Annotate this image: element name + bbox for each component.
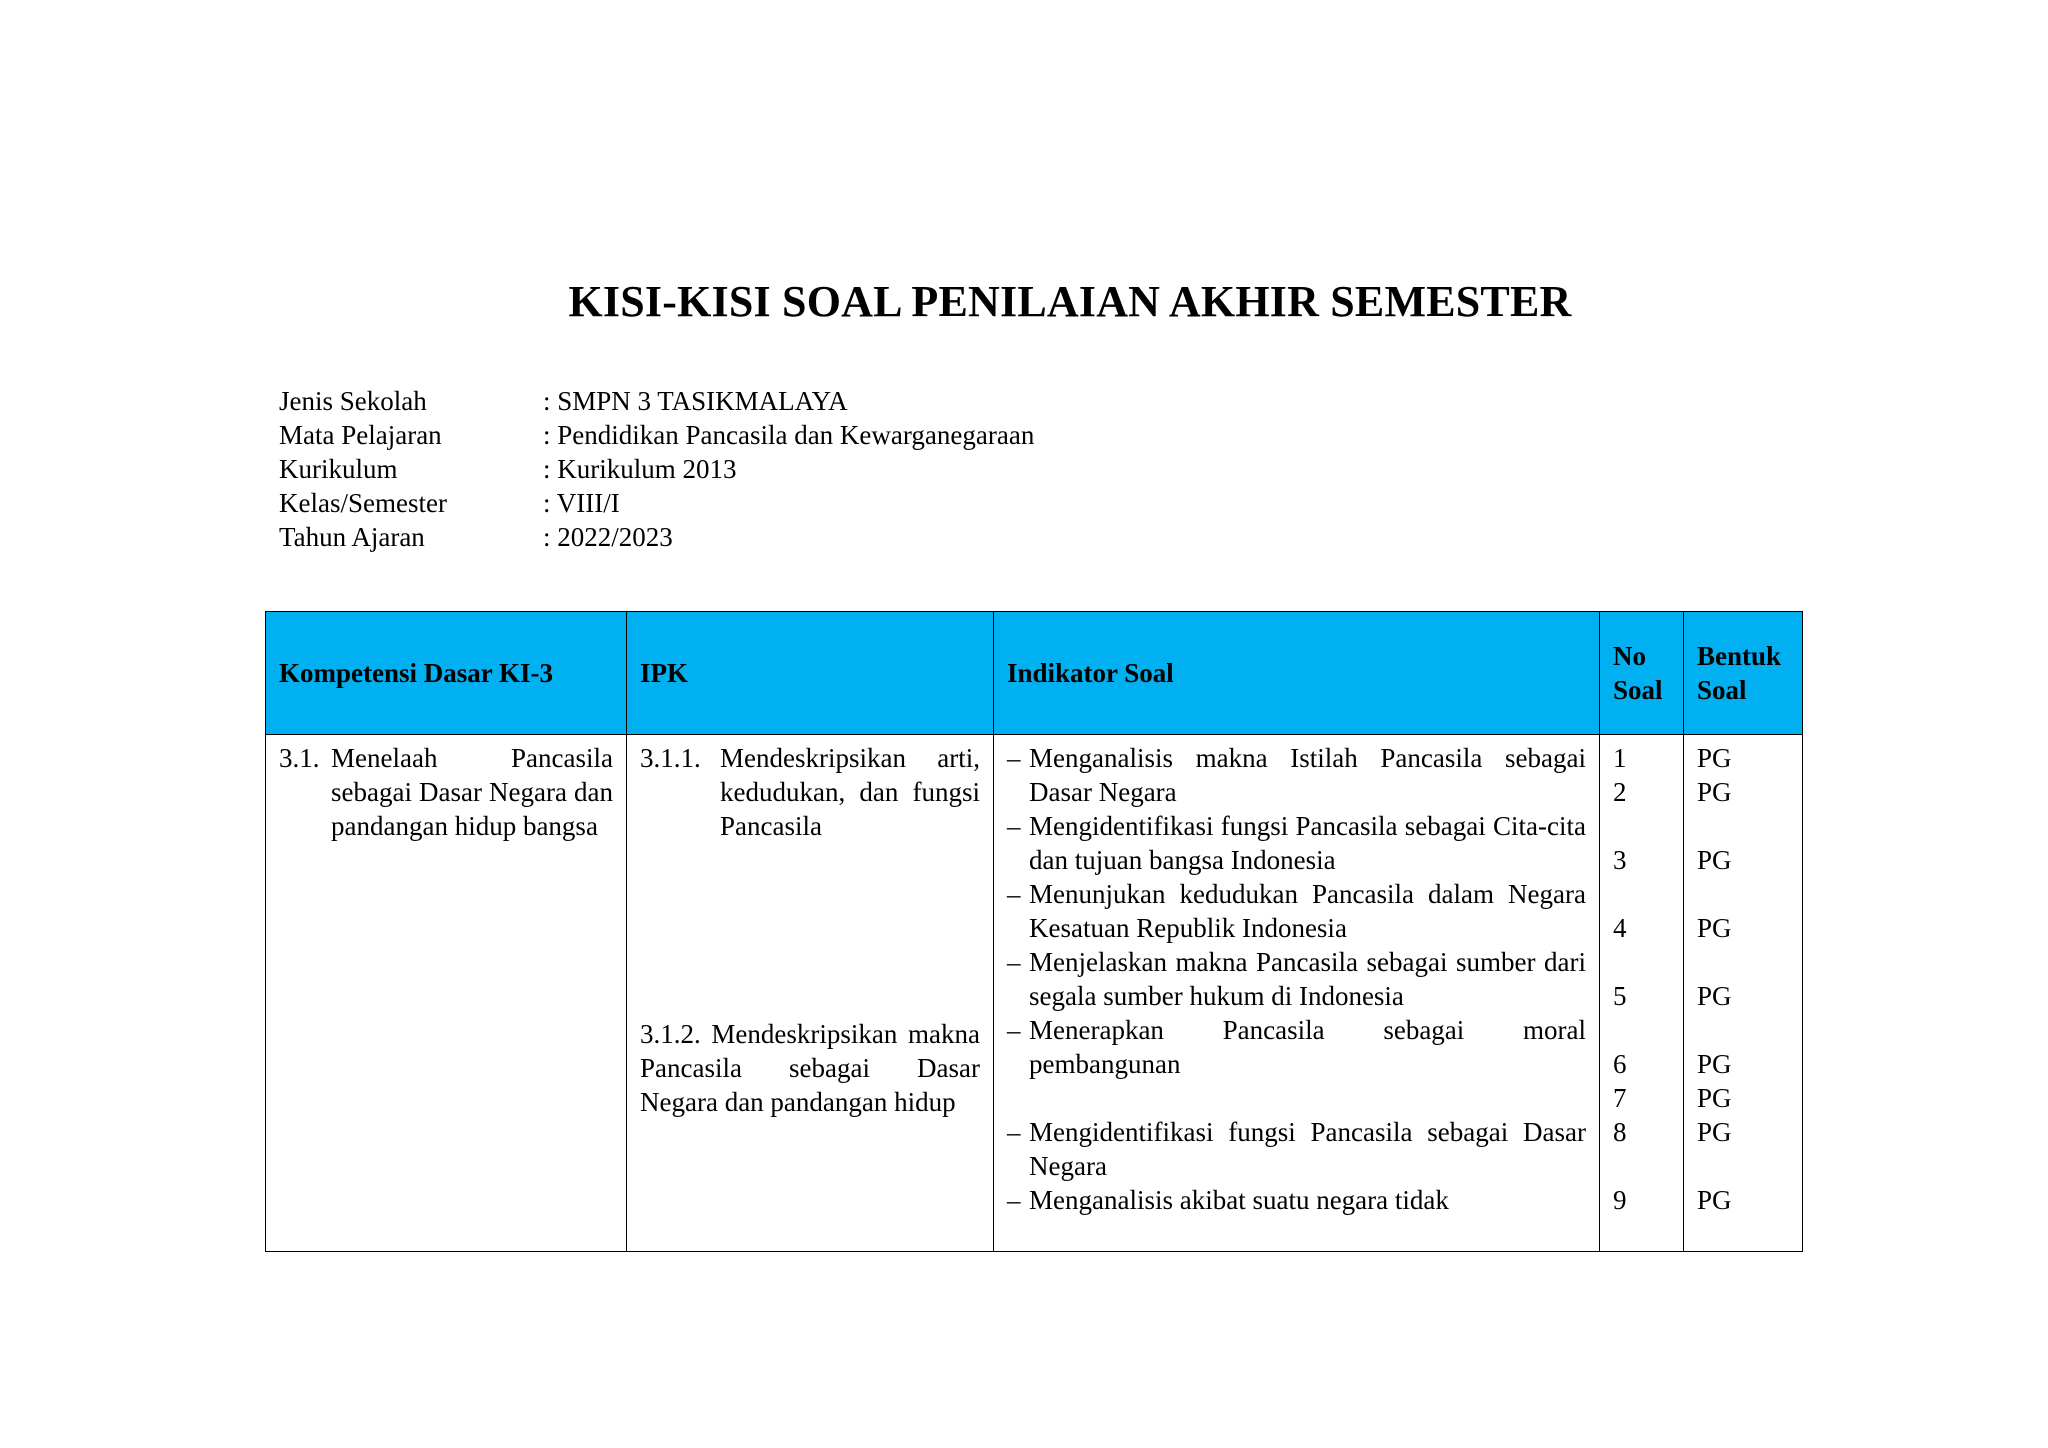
header-no-soal [1600, 612, 1684, 735]
header-kd: Kompetensi Dasar KI-3 [266, 612, 627, 735]
indicator-item [1007, 741, 1586, 809]
dash-bullet: – [1007, 1015, 1021, 1045]
question-form: PG [1697, 981, 1732, 1011]
info-value: : 2022/2023 [543, 522, 673, 552]
info-label: Kelas/Semester [279, 488, 447, 518]
kisi-table [265, 611, 1803, 1252]
indicator-item [1007, 1115, 1586, 1183]
indicator-text: Menganalisis akibat suatu negara tidak [1029, 1185, 1449, 1215]
question-form: PG [1697, 743, 1732, 773]
header-bentuk-line1: Bentuk [1697, 641, 1782, 671]
ipk-number: 3.1.2. [640, 1019, 701, 1049]
question-number: 9 [1613, 1185, 1627, 1215]
header-no-soal-line2: Soal [1613, 675, 1663, 705]
question-number: 5 [1613, 981, 1627, 1011]
info-label: Jenis Sekolah [279, 386, 427, 416]
indicator-item [1007, 1183, 1586, 1217]
question-number: 4 [1613, 913, 1627, 943]
kd-item [279, 741, 613, 843]
question-form: PG [1697, 1117, 1732, 1147]
question-form-list [1697, 741, 1789, 1251]
header-bentuk-soal [1684, 612, 1803, 735]
indicator-text: Mengidentifikasi fungsi Pancasila sebagai Dasar Negara [1029, 1117, 1586, 1181]
indikator-cell [994, 735, 1600, 1252]
kd-text: Menelaah Pancasila sebagai Dasar Negara dan pandangan hidup bangsa [331, 743, 613, 841]
info-label: Mata Pelajaran [279, 420, 442, 450]
spacer [1007, 1081, 1586, 1115]
question-number: 6 [1613, 1049, 1627, 1079]
question-form: PG [1697, 913, 1732, 943]
table-header-row [266, 612, 1803, 735]
indicator-item [1007, 809, 1586, 877]
indicator-text: Menerapkan Pancasila sebagai moral pembangunan [1029, 1015, 1586, 1079]
ipk-cell [627, 735, 994, 1252]
dash-bullet: – [1007, 743, 1021, 773]
info-value: : Kurikulum 2013 [543, 454, 737, 484]
header-ipk: IPK [627, 612, 994, 735]
info-row-year [279, 520, 1034, 554]
dash-bullet: – [1007, 947, 1021, 977]
header-no-soal-line1: No [1613, 641, 1646, 671]
info-label: Tahun Ajaran [279, 522, 425, 552]
question-form: PG [1697, 1049, 1732, 1079]
info-row-subject [279, 418, 1034, 452]
indicator-text: Mengidentifikasi fungsi Pancasila sebagai Cita-cita dan tujuan bangsa Indonesia [1029, 811, 1586, 875]
header-indikator: Indikator Soal [994, 612, 1600, 735]
dash-bullet: – [1007, 879, 1021, 909]
indicator-item [1007, 1013, 1586, 1081]
indicator-text: Menunjukan kedudukan Pancasila dalam Negara Kesatuan Republik Indonesia [1029, 879, 1586, 943]
info-value: : Pendidikan Pancasila dan Kewarganegaraan [543, 420, 1035, 450]
question-number: 7 [1613, 1083, 1627, 1113]
info-value: : VIII/I [543, 488, 620, 518]
dash-bullet: – [1007, 1185, 1021, 1215]
dash-bullet: – [1007, 811, 1021, 841]
question-number: 2 [1613, 777, 1627, 807]
dash-bullet: – [1007, 1117, 1021, 1147]
no-soal-cell [1600, 735, 1684, 1252]
question-form: PG [1697, 1083, 1732, 1113]
info-value: : SMPN 3 TASIKMALAYA [543, 386, 848, 416]
ipk-text: Mendeskripsikan makna Pancasila sebagai Dasar Negara dan pandangan hidup [640, 1019, 980, 1117]
question-number-list [1613, 741, 1670, 1251]
question-form: PG [1697, 845, 1732, 875]
question-number: 3 [1613, 845, 1627, 875]
info-row-curriculum [279, 452, 1034, 486]
info-label: Kurikulum [279, 454, 398, 484]
kd-cell [266, 735, 627, 1252]
question-number: 1 [1613, 743, 1627, 773]
info-block [279, 384, 1034, 554]
ipk-item-2 [640, 1017, 980, 1119]
kd-number: 3.1. [279, 743, 320, 773]
document-title: KISI-KISI SOAL PENILAIAN AKHIR SEMESTER [568, 277, 1572, 326]
question-form: PG [1697, 777, 1732, 807]
indicator-text: Menganalisis makna Istilah Pancasila sebagai Dasar Negara [1029, 743, 1586, 807]
ipk-number: 3.1.1. [640, 743, 701, 773]
indicator-item [1007, 877, 1586, 945]
indicator-text: Menjelaskan makna Pancasila sebagai sumber dari segala sumber hukum di Indonesia [1029, 947, 1586, 1011]
info-row-class [279, 486, 1034, 520]
ipk-text: Mendeskripsikan arti, kedudukan, dan fungsi Pancasila [720, 743, 980, 841]
info-row-school [279, 384, 1034, 418]
question-number: 8 [1613, 1117, 1627, 1147]
ipk-item-1 [640, 741, 980, 843]
bentuk-soal-cell [1684, 735, 1803, 1252]
question-form: PG [1697, 1185, 1732, 1215]
indicator-item [1007, 945, 1586, 1013]
header-bentuk-line2: Soal [1697, 675, 1747, 705]
table-row [266, 735, 1803, 1252]
